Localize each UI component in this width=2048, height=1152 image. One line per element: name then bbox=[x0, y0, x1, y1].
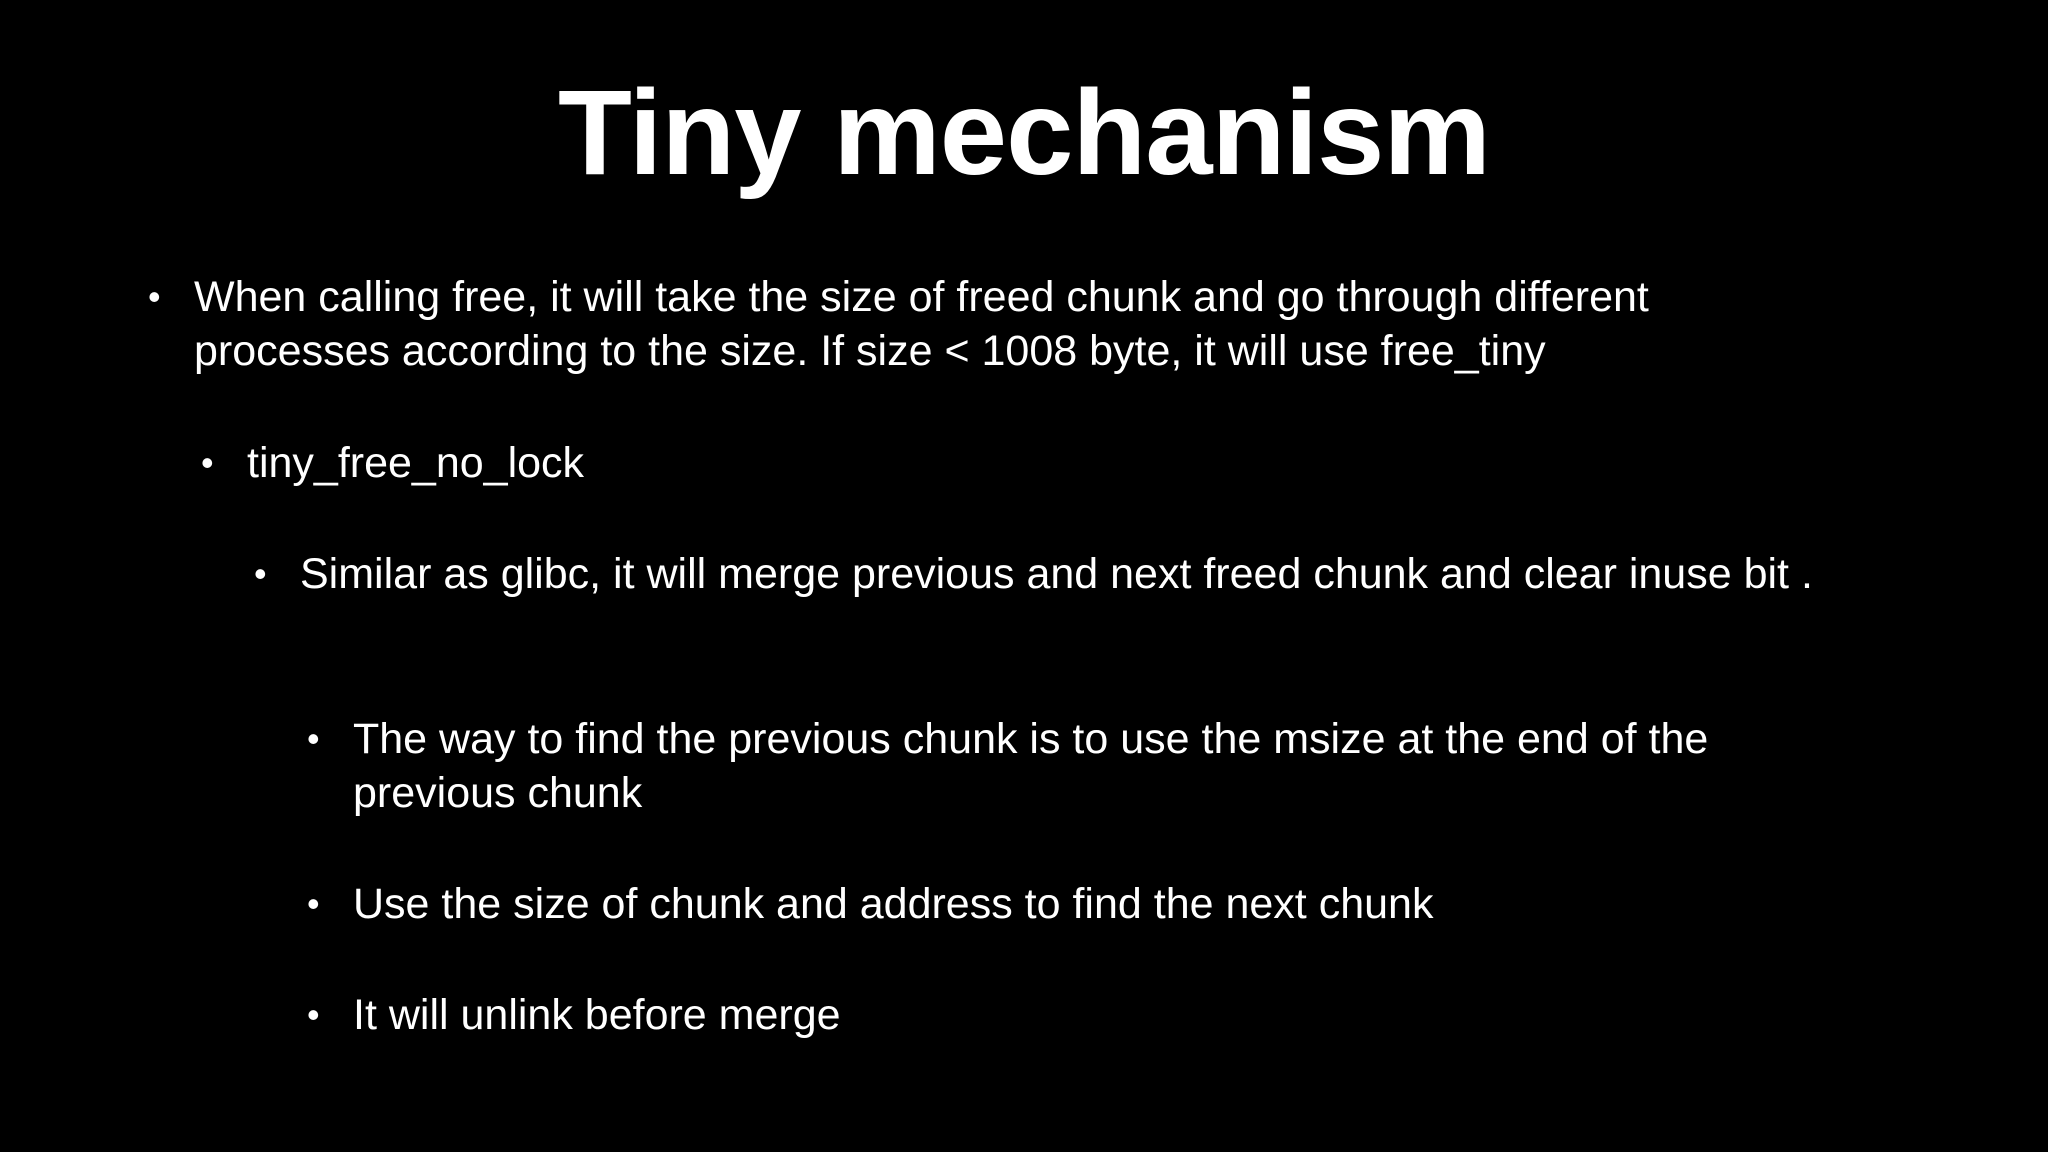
bullet-dot-icon: • bbox=[307, 883, 320, 924]
bullet-dot-icon: • bbox=[148, 276, 161, 317]
bullet-dot-icon: • bbox=[201, 442, 214, 483]
bullet-dot-icon: • bbox=[307, 994, 320, 1035]
bullet-item bbox=[254, 547, 1860, 601]
bullet-text: tiny_free_no_lock bbox=[247, 439, 585, 487]
bullet-item bbox=[201, 436, 1807, 490]
bullet-text: Use the size of chunk and address to find the next chunk bbox=[353, 880, 1434, 928]
bullet-dot-icon: • bbox=[254, 553, 267, 594]
bullet-item bbox=[307, 877, 1853, 931]
bullet-text: It will unlink before merge bbox=[353, 991, 841, 1039]
bullet-item bbox=[307, 712, 1853, 820]
bullet-item bbox=[307, 988, 1853, 1042]
bullet-item bbox=[148, 270, 1814, 378]
bullet-dot-icon: • bbox=[307, 718, 320, 759]
slide-title: Tiny mechanism bbox=[558, 64, 1490, 200]
bullet-text: Similar as glibc, it will merge previous and next freed chunk and clear inuse bit . bbox=[300, 550, 1813, 598]
bullet-text: The way to find the previous chunk is to use the msize at the end of the previous chunk bbox=[353, 715, 1709, 817]
bullet-text: When calling free, it will take the size of freed chunk and go through different processes according to the size. If size < 1008 byte, it will use free_tiny bbox=[194, 273, 1649, 375]
